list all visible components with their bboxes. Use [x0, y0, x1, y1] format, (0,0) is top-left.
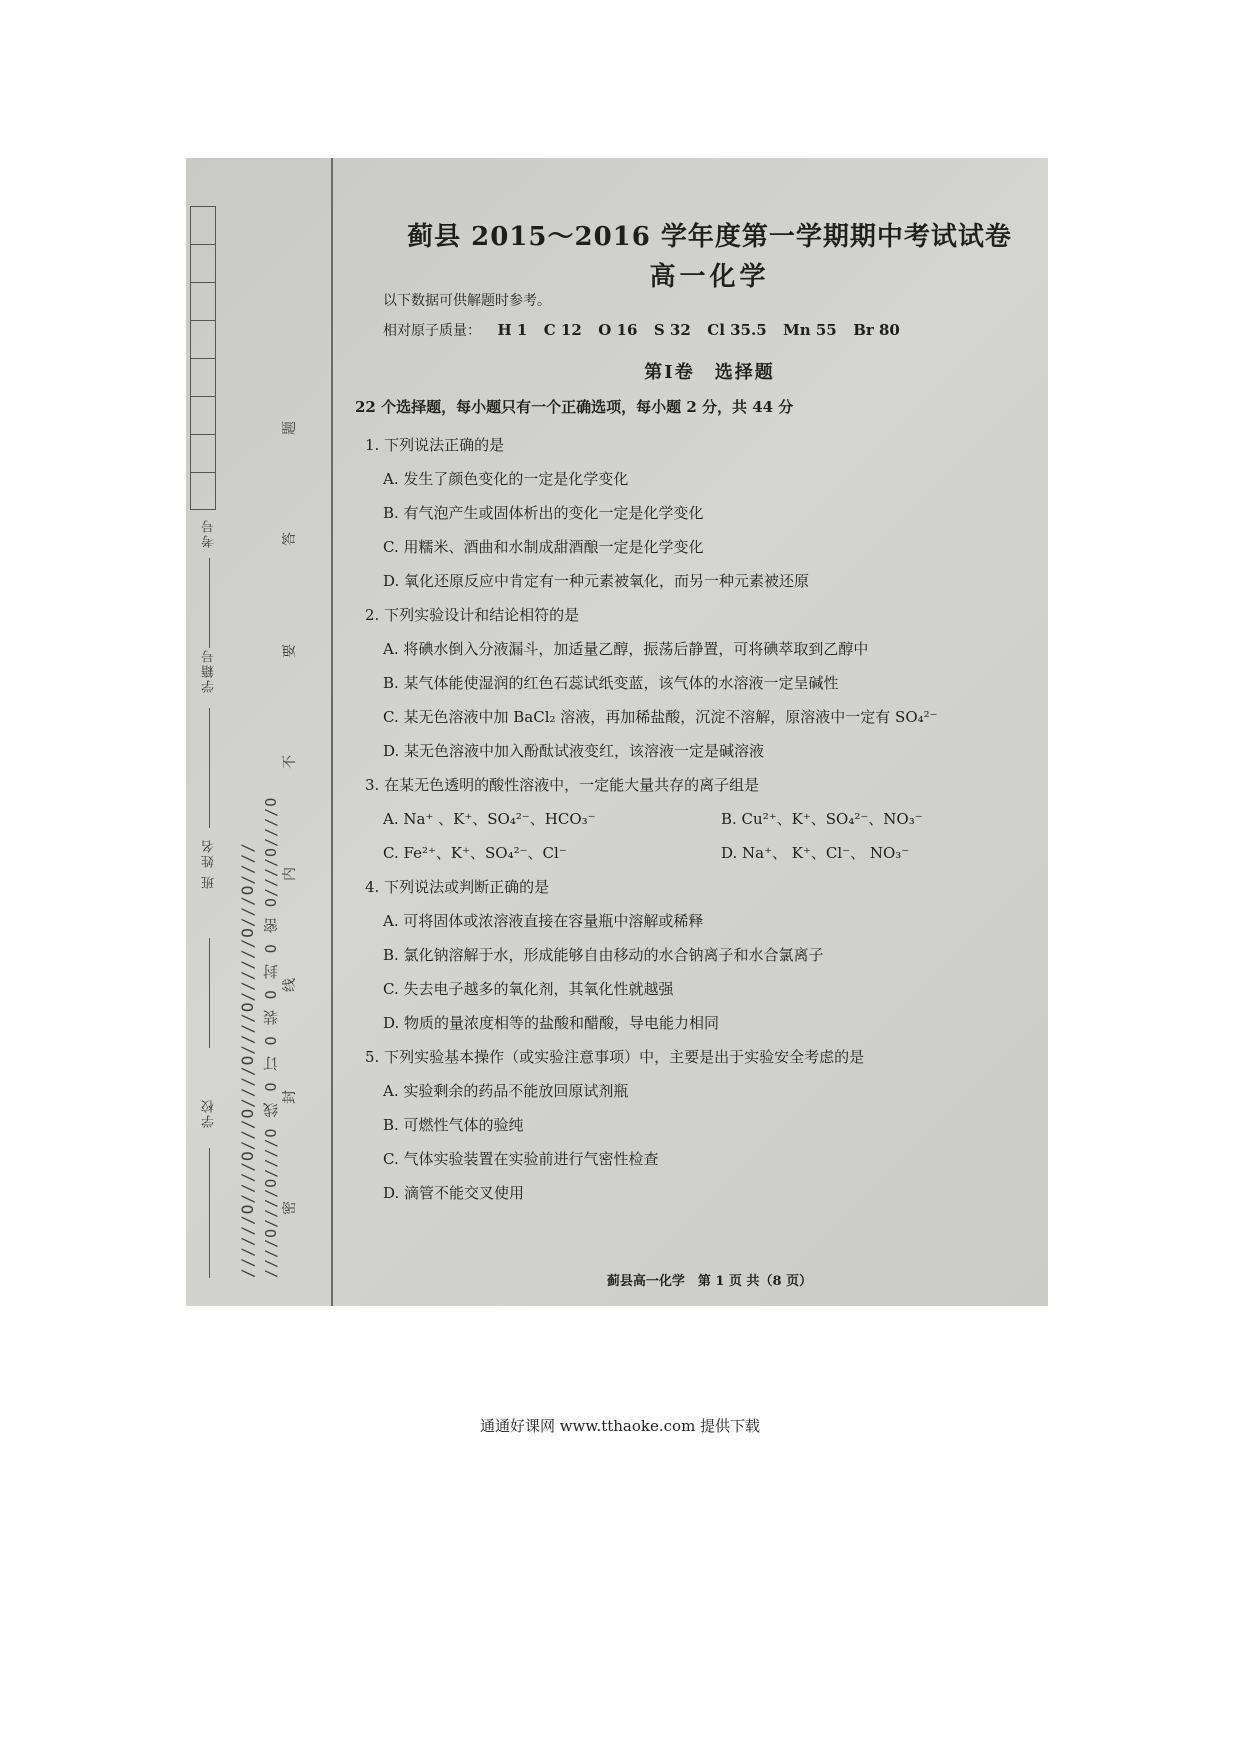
- seal-notice-column: [282, 418, 296, 1218]
- mass-item: S 32: [653, 321, 691, 339]
- option: A. 实验剩余的药品不能放回原试剂瓶: [383, 1082, 629, 1100]
- mass-item: Br 80: [853, 321, 900, 339]
- student-no-label: 学籍号: [202, 648, 217, 693]
- student-no-line: [209, 708, 210, 828]
- option: D. 滴管不能交叉使用: [383, 1184, 525, 1202]
- seal-char: 不: [282, 755, 298, 770]
- seal-char: 题: [282, 421, 298, 435]
- option: B. Cu²⁺、K⁺、SO₄²⁻、NO₃⁻: [721, 810, 923, 828]
- exam-subject: 高一化学: [649, 262, 770, 292]
- atomic-masses-label: 相对原子质量：: [383, 323, 481, 339]
- question-stem: 1. 下列说法正确的是: [365, 436, 505, 454]
- page-number-footer: 蓟县高一化学 第 1 页 共（8 页）: [606, 1274, 813, 1289]
- section-instruction: 22 个选择题，每小题只有一个正确选项，每小题 2 分，共 44 分: [355, 398, 794, 416]
- option: A. 将碘水倒入分液漏斗，加适量乙醇，振荡后静置，可将碘萃取到乙醇中: [383, 640, 869, 658]
- source-footer: 通通好课网 www.tthaoke.com 提供下载: [479, 1417, 761, 1435]
- option: C. Fe²⁺、K⁺、SO₄²⁻、Cl⁻: [383, 844, 567, 862]
- atomic-masses: [383, 320, 900, 340]
- option: C. 失去电子越多的氧化剂，其氧化性就越强: [383, 980, 674, 998]
- class-line: [209, 938, 210, 1048]
- seal-line: ////O////O////O 线 O 订 O 装 O 封 O 密 O////O////O: [262, 796, 280, 1278]
- exam-no-line: [209, 558, 210, 648]
- reference-note: 以下数据可供解题时参考。: [383, 293, 551, 309]
- option: A. Na⁺ 、K⁺、SO₄²⁻、HCO₃⁻: [383, 810, 596, 828]
- mass-item: Cl 35.5: [707, 321, 767, 339]
- binding-margin: [186, 158, 333, 1306]
- option: C. 气体实验装置在实验前进行气密性检查: [383, 1150, 659, 1168]
- option: D. 某无色溶液中加入酚酞试液变红，该溶液一定是碱溶液: [383, 742, 765, 760]
- question-stem: 5. 下列实验基本操作（或实验注意事项）中，主要是出于实验安全考虑的是: [365, 1048, 865, 1066]
- option: B. 某气体能使湿润的红色石蕊试纸变蓝，该气体的水溶液一定呈碱性: [383, 674, 839, 692]
- option: C. 用糯米、酒曲和水制成甜酒酿一定是化学变化: [383, 538, 704, 556]
- class-name-label: 班 姓名: [202, 838, 217, 890]
- seal-char: 答: [282, 532, 298, 547]
- option: A. 发生了颜色变化的一定是化学变化: [383, 470, 629, 488]
- question-stem: 2. 下列实验设计和结论相符的是: [365, 606, 580, 624]
- question-stem: 3. 在某无色透明的酸性溶液中，一定能大量共存的离子组是: [365, 776, 760, 794]
- seal-char: 要: [282, 643, 298, 658]
- seal-char: 内: [282, 866, 298, 881]
- school-label: 学校: [202, 1098, 217, 1128]
- exam-number-boxes: [190, 206, 218, 510]
- option: B. 氯化钠溶解于水，形成能够自由移动的水合钠离子和水合氯离子: [383, 946, 824, 964]
- option: C. 某无色溶液中加 BaCl₂ 溶液，再加稀盐酸，沉淀不溶解，原溶液中一定有 SO₄²⁻: [383, 708, 938, 726]
- exam-photo: [186, 158, 1048, 1306]
- mass-item: C 12: [543, 321, 582, 339]
- seal-char: 密: [282, 1200, 298, 1215]
- exam-content: [355, 158, 1048, 1306]
- option: D. 物质的量浓度相等的盐酸和醋酸，导电能力相同: [383, 1014, 720, 1032]
- question-stem: 4. 下列说法或判断正确的是: [365, 878, 550, 896]
- mass-item: H 1: [497, 321, 528, 339]
- seal-char: 线: [282, 978, 298, 993]
- option: A. 可将固体或浓溶液直接在容量瓶中溶解或稀释: [383, 912, 704, 930]
- option: B. 有气泡产生或固体析出的变化一定是化学变化: [383, 504, 704, 522]
- option: D. Na⁺、 K⁺、Cl⁻、 NO₃⁻: [721, 844, 910, 862]
- school-line: [209, 1148, 210, 1278]
- seal-char: 封: [282, 1089, 298, 1104]
- option: B. 可燃性气体的验纯: [383, 1116, 524, 1134]
- mass-item: O 16: [598, 321, 638, 339]
- exam-no-label: 考号: [202, 518, 217, 548]
- cut-line-slashes: //////O////O///O////O////O//////O///O////: [238, 842, 257, 1278]
- option: D. 氧化还原反应中肯定有一种元素被氧化，而另一种元素被还原: [383, 572, 810, 590]
- section-title: 第Ⅰ卷 选择题: [644, 362, 775, 383]
- mass-item: Mn 55: [783, 321, 837, 339]
- exam-title: 蓟县 2015～2016 学年度第一学期期中考试试卷: [407, 222, 1012, 252]
